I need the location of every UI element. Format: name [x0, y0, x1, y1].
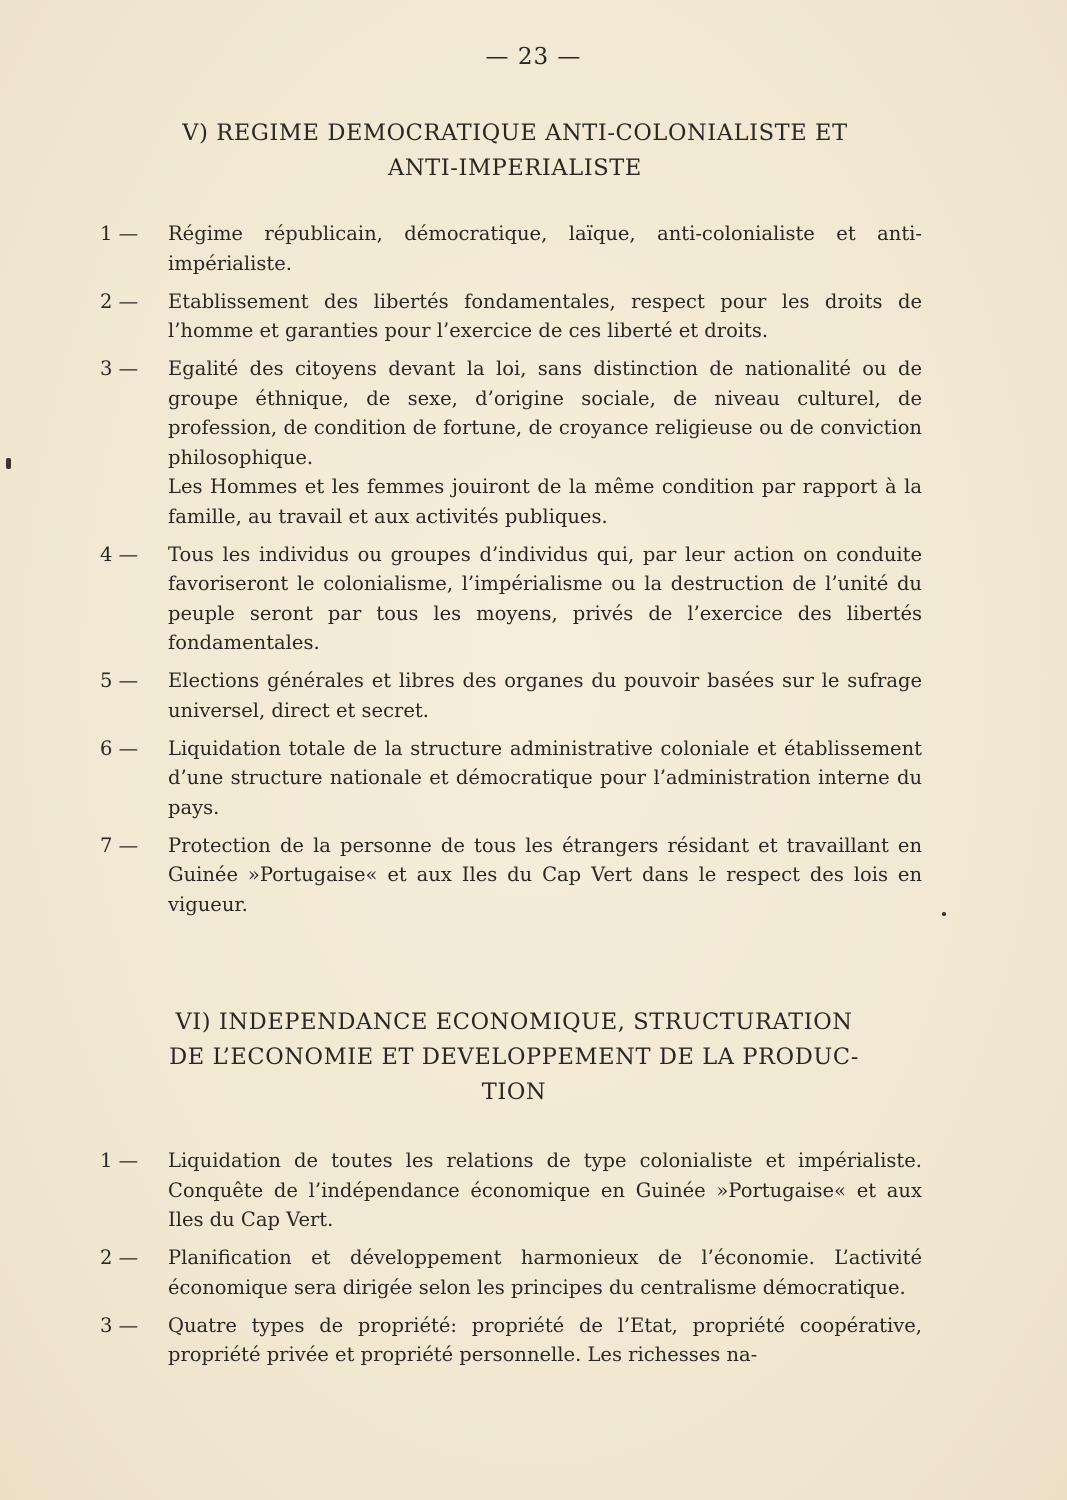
item-paragraph: Liquidation de toutes les relations de type colonialiste et impérialiste. Conquête de l’indépendance économique en Guinée »Portugaise« et aux Iles du Cap Vert.: [168, 1149, 922, 1231]
list-item: [100, 831, 922, 920]
item-paragraph: Planification et développement harmonieux de l’économie. L’activité économique sera dirigée selon les principes du centralisme démocratique.: [168, 1246, 922, 1299]
item-text: [168, 831, 922, 920]
list-item: [100, 219, 922, 278]
list-item: [100, 734, 922, 823]
list-item: [100, 354, 922, 531]
section-v-heading: [110, 116, 920, 186]
section-vi-heading-line: VI) INDEPENDANCE ECONOMIQUE, STRUCTURATION: [175, 1009, 853, 1035]
item-number: 2 —: [100, 1246, 139, 1269]
list-item: [100, 1243, 922, 1302]
list-item: [100, 666, 922, 725]
item-number: 2 —: [100, 289, 139, 313]
item-paragraph: Etablissement des libertés fondamentales, respect pour les droits de l’homme et garanties pour l’exercice de ces liberté et droits.: [168, 289, 922, 342]
ink-speck: [942, 912, 946, 916]
item-number: 7 —: [100, 833, 139, 857]
page-number: — 23 —: [485, 44, 582, 70]
item-paragraph: Régime républicain, démocratique, laïque, anti-colonialiste et anti-impérialiste.: [168, 222, 922, 275]
section-vi-list: [100, 1146, 922, 1378]
item-text: [168, 354, 922, 531]
item-text: [168, 219, 922, 278]
section-v-heading-line: ANTI-IMPERIALISTE: [388, 155, 642, 181]
item-paragraph: Egalité des citoyens devant la loi, sans distinction de nationalité ou de groupe éthnique, de sexe, d’origine sociale, de niveau culturel, de profession, de condition de fortune, de croyance religieuse ou de conviction philosophique.: [168, 357, 922, 469]
item-paragraph: Quatre types de propriété: propriété de l’Etat, propriété coopérative, propriété privée et propriété personnelle. Les richesses na-: [168, 1313, 922, 1366]
item-number: 4 —: [100, 542, 139, 566]
section-v-list: [100, 219, 922, 928]
item-number: 5 —: [100, 669, 139, 692]
item-paragraph: Elections générales et libres des organes du pouvoir basées sur le sufrage universel, direct et secret.: [168, 669, 922, 722]
list-item: [100, 1146, 922, 1235]
ink-speck: [6, 458, 11, 469]
section-vi-heading-line: TION: [481, 1079, 547, 1105]
section-vi-heading: [108, 1005, 920, 1110]
item-text: [168, 540, 922, 658]
item-text: [168, 287, 922, 346]
item-number: 1 —: [100, 222, 139, 245]
item-paragraph: Les Hommes et les femmes jouiront de la même condition par rapport à la famille, au travail et aux activités publiques.: [168, 475, 922, 528]
section-v-heading-line: V) REGIME DEMOCRATIQUE ANTI-COLONIALISTE ET: [182, 120, 848, 146]
list-item: [100, 1311, 922, 1370]
item-text: [168, 1311, 922, 1370]
item-paragraph: Liquidation totale de la structure administrative coloniale et établissement d’une structure nationale et démocratique pour l’administration interne du pays.: [168, 736, 922, 819]
item-text: [168, 734, 922, 823]
item-number: 3 —: [100, 1313, 139, 1337]
section-vi-heading-line: DE L’ECONOMIE ET DEVELOPPEMENT DE LA PRODUC-: [169, 1044, 859, 1070]
item-text: [168, 666, 922, 725]
item-number: 3 —: [100, 357, 139, 380]
list-item: [100, 287, 922, 346]
item-paragraph: Tous les individus ou groupes d’individus qui, par leur action on conduite favoriseront le colonialisme, l’impérialisme ou la destruction de l’unité du peuple seront par tous les moyens, privés de l’exercice des libertés fondamentales.: [168, 542, 922, 654]
item-paragraph: Protection de la personne de tous les étrangers résidant et travaillant en Guinée »Portugaise« et aux Iles du Cap Vert dans le respect des lois en vigueur.: [168, 833, 922, 916]
list-item: [100, 540, 922, 658]
item-number: 1 —: [100, 1149, 139, 1172]
item-text: [168, 1146, 922, 1235]
item-text: [168, 1243, 922, 1302]
item-number: 6 —: [100, 736, 139, 760]
